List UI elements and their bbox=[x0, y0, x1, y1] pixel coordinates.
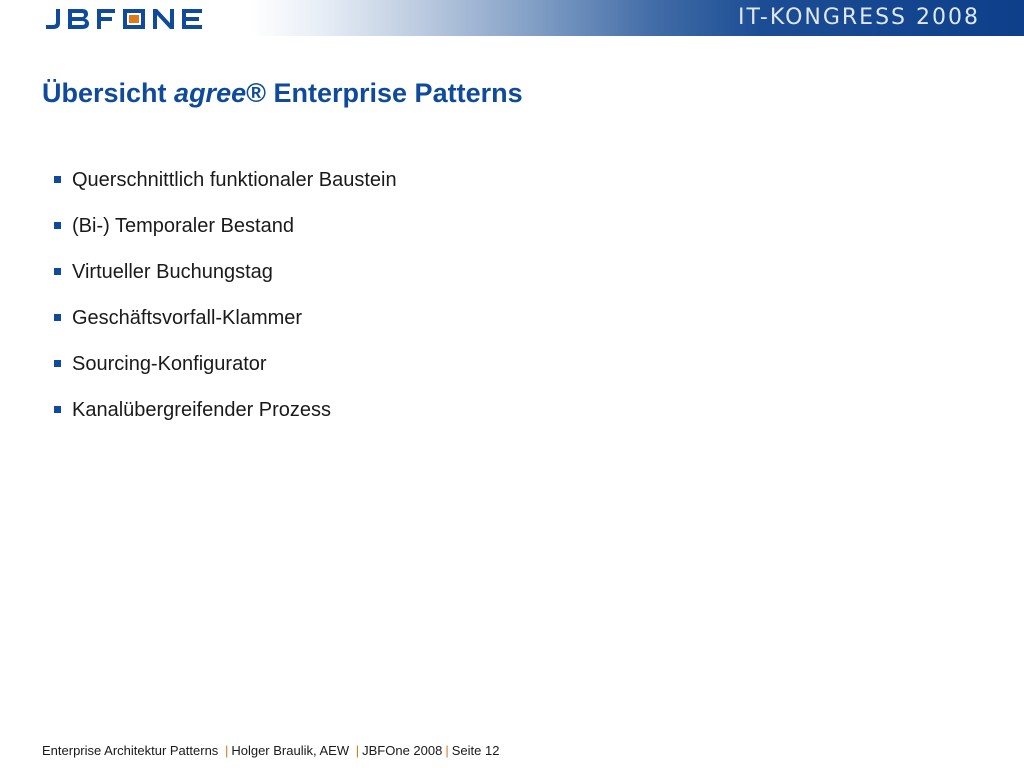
bullet-item bbox=[52, 396, 397, 442]
bullet-list bbox=[52, 166, 397, 442]
title-suffix: ® Enterprise Patterns bbox=[246, 78, 523, 108]
bullet-item bbox=[52, 258, 397, 304]
footer-separator: | bbox=[355, 743, 360, 758]
bullet-text: (Bi-) Temporaler Bestand bbox=[72, 215, 294, 237]
bullet-item bbox=[52, 166, 397, 212]
brand-logo bbox=[42, 6, 208, 32]
square-bullet-icon bbox=[54, 314, 61, 321]
bullet-item bbox=[52, 304, 397, 350]
square-bullet-icon bbox=[54, 222, 61, 229]
slide-title bbox=[42, 78, 523, 109]
footer-topic: Enterprise Architektur Patterns bbox=[42, 743, 219, 758]
bullet-text: Geschäftsvorfall-Klammer bbox=[72, 307, 303, 329]
jbfone-logo-icon bbox=[42, 6, 208, 32]
title-product-name: agree bbox=[174, 78, 247, 108]
bullet-item bbox=[52, 212, 397, 258]
footer bbox=[42, 743, 499, 758]
footer-separator: | bbox=[224, 743, 229, 758]
footer-author: Holger Braulik, AEW bbox=[231, 743, 350, 758]
bullet-text: Kanalübergreifender Prozess bbox=[72, 399, 332, 421]
square-bullet-icon bbox=[54, 360, 61, 367]
square-bullet-icon bbox=[54, 176, 61, 183]
footer-event: JBFOne 2008 bbox=[362, 743, 443, 758]
bullet-text: Querschnittlich funktionaler Baustein bbox=[72, 169, 397, 191]
square-bullet-icon bbox=[54, 406, 61, 413]
title-prefix: Übersicht bbox=[42, 78, 175, 108]
footer-page: Seite 12 bbox=[451, 743, 500, 758]
bullet-text: Virtueller Buchungstag bbox=[72, 261, 273, 283]
square-bullet-icon bbox=[54, 268, 61, 275]
bullet-item bbox=[52, 350, 397, 396]
footer-separator: | bbox=[445, 743, 449, 758]
event-label: IT-KONGRESS 2008 bbox=[738, 5, 980, 30]
bullet-text: Sourcing-Konfigurator bbox=[72, 353, 267, 375]
